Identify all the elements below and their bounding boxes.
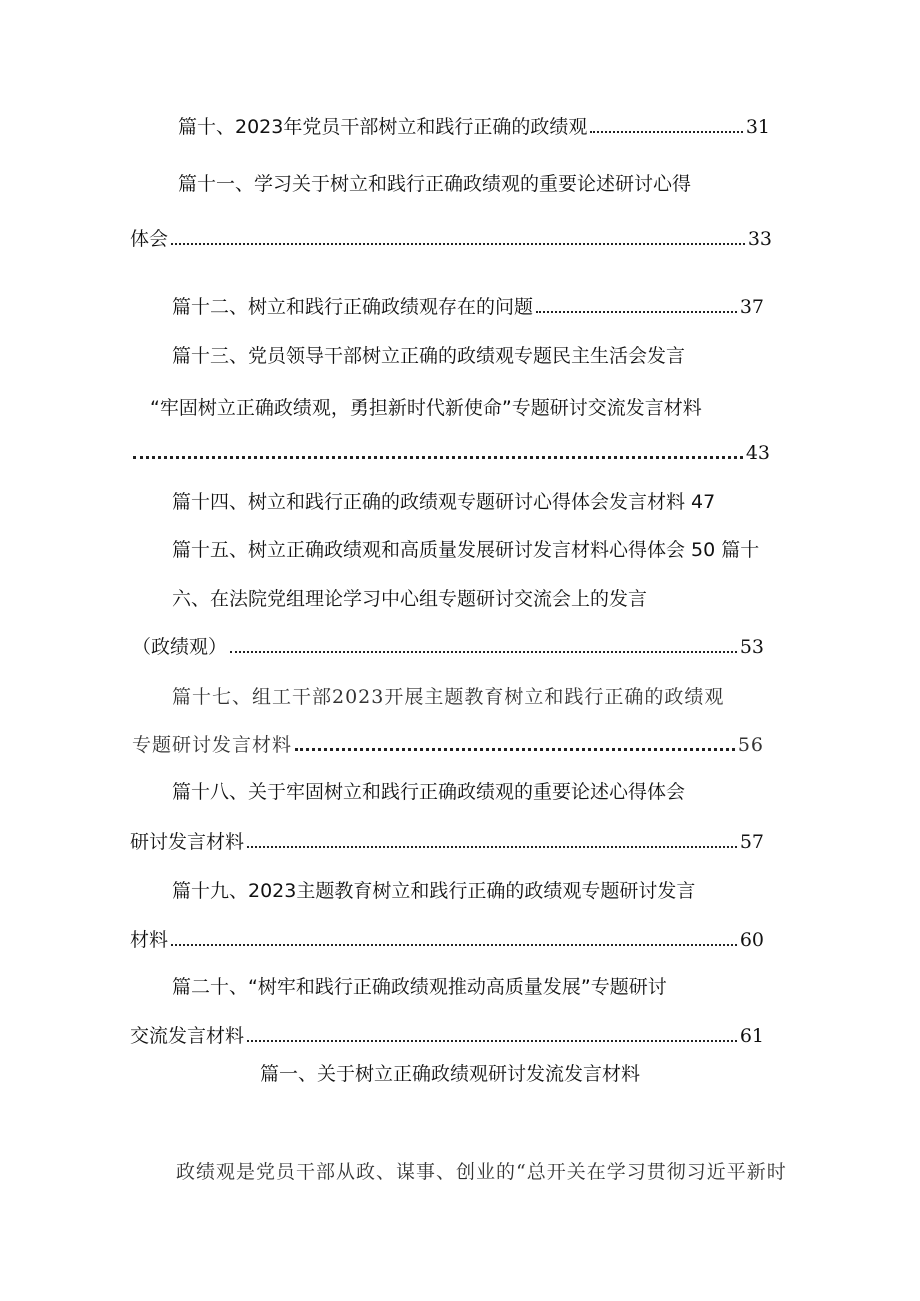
toc-entry-17-line1[interactable]: 篇十七、组工干部2023开展主题教育树立和践行正确的政绩观 [172,686,725,708]
toc-entry-title: 体会 [130,228,169,250]
toc-entry-15[interactable]: 篇十五、树立正确政绩观和高质量发展研讨发言材料心得体会 50 篇十 [172,539,760,561]
toc-entry-11[interactable] [130,227,772,251]
toc-entry-18[interactable] [130,830,764,854]
dot-leader [171,243,745,245]
toc-page-number: 53 [739,636,764,658]
section-heading: 篇一、关于树立正确政绩观研讨发流发言材料 [260,1063,641,1085]
toc-page-number: 43 [745,442,770,464]
toc-page-number: 56 [737,734,764,756]
toc-entry-18-line1[interactable]: 篇十八、关于牢固树立和践行正确政绩观的重要论述心得体会 [172,781,686,803]
dot-leader [230,651,737,653]
toc-entry-title: 篇十二、树立和践行正确政绩观存在的问题 [172,296,534,318]
toc-entry-17[interactable] [132,733,764,757]
toc-entry-title: 材料 [130,929,169,951]
toc-entry-title: 专题研讨发言材料 [132,734,293,756]
dot-leader [590,131,742,133]
toc-entry-title: （政绩观） [132,636,228,658]
toc-entry-13-leader[interactable] [130,441,770,465]
toc-entry-20-line1[interactable]: 篇二十、“树牢和践行正确政绩观推动高质量发展”专题研讨 [172,976,667,998]
toc-entry-14[interactable]: 篇十四、树立和践行正确的政绩观专题研讨心得体会发言材料 47 [172,491,716,513]
toc-page-number: 31 [745,116,770,138]
dot-leader [133,456,743,459]
dot-leader [247,1040,737,1042]
toc-entry-16[interactable] [132,635,764,659]
toc-entry-title: 研讨发言材料 [130,831,245,853]
toc-entry-13-line1[interactable]: 篇十三、党员领导干部树立正确的政绩观专题民主生活会发言 [172,345,686,367]
dot-leader [536,311,737,313]
toc-page-number: 60 [739,929,764,951]
toc-page-number: 37 [739,296,764,318]
toc-entry-19[interactable] [130,928,764,952]
dot-leader [171,944,737,946]
toc-entry-12[interactable] [172,295,764,319]
toc-entry-title: 篇十、2023年党员干部树立和践行正确的政绩观 [178,116,588,138]
toc-entry-title: 交流发言材料 [130,1025,245,1047]
toc-entry-19-line1[interactable]: 篇十九、2023主题教育树立和践行正确的政绩观专题研讨发言 [172,880,696,902]
toc-entry-10[interactable] [178,115,770,139]
toc-page-number: 57 [739,831,764,853]
dot-leader [247,846,737,848]
toc-page-number: 61 [739,1025,764,1047]
toc-entry-20[interactable] [130,1024,764,1048]
toc-entry-13-line2[interactable]: “牢固树立正确政绩观，勇担新时代新使命”专题研讨交流发言材料 [150,397,702,419]
toc-page-number: 33 [747,228,772,250]
body-paragraph: 政绩观是党员干部从政、谋事、创业的“总开关在学习贯彻习近平新时 [176,1161,787,1183]
toc-entry-11-line1[interactable]: 篇十一、学习关于树立和践行正确政绩观的重要论述研讨心得 [178,173,692,195]
dot-leader [295,748,735,751]
toc-entry-16-line1[interactable]: 六、在法院党组理论学习中心组专题研讨交流会上的发言 [172,588,648,610]
